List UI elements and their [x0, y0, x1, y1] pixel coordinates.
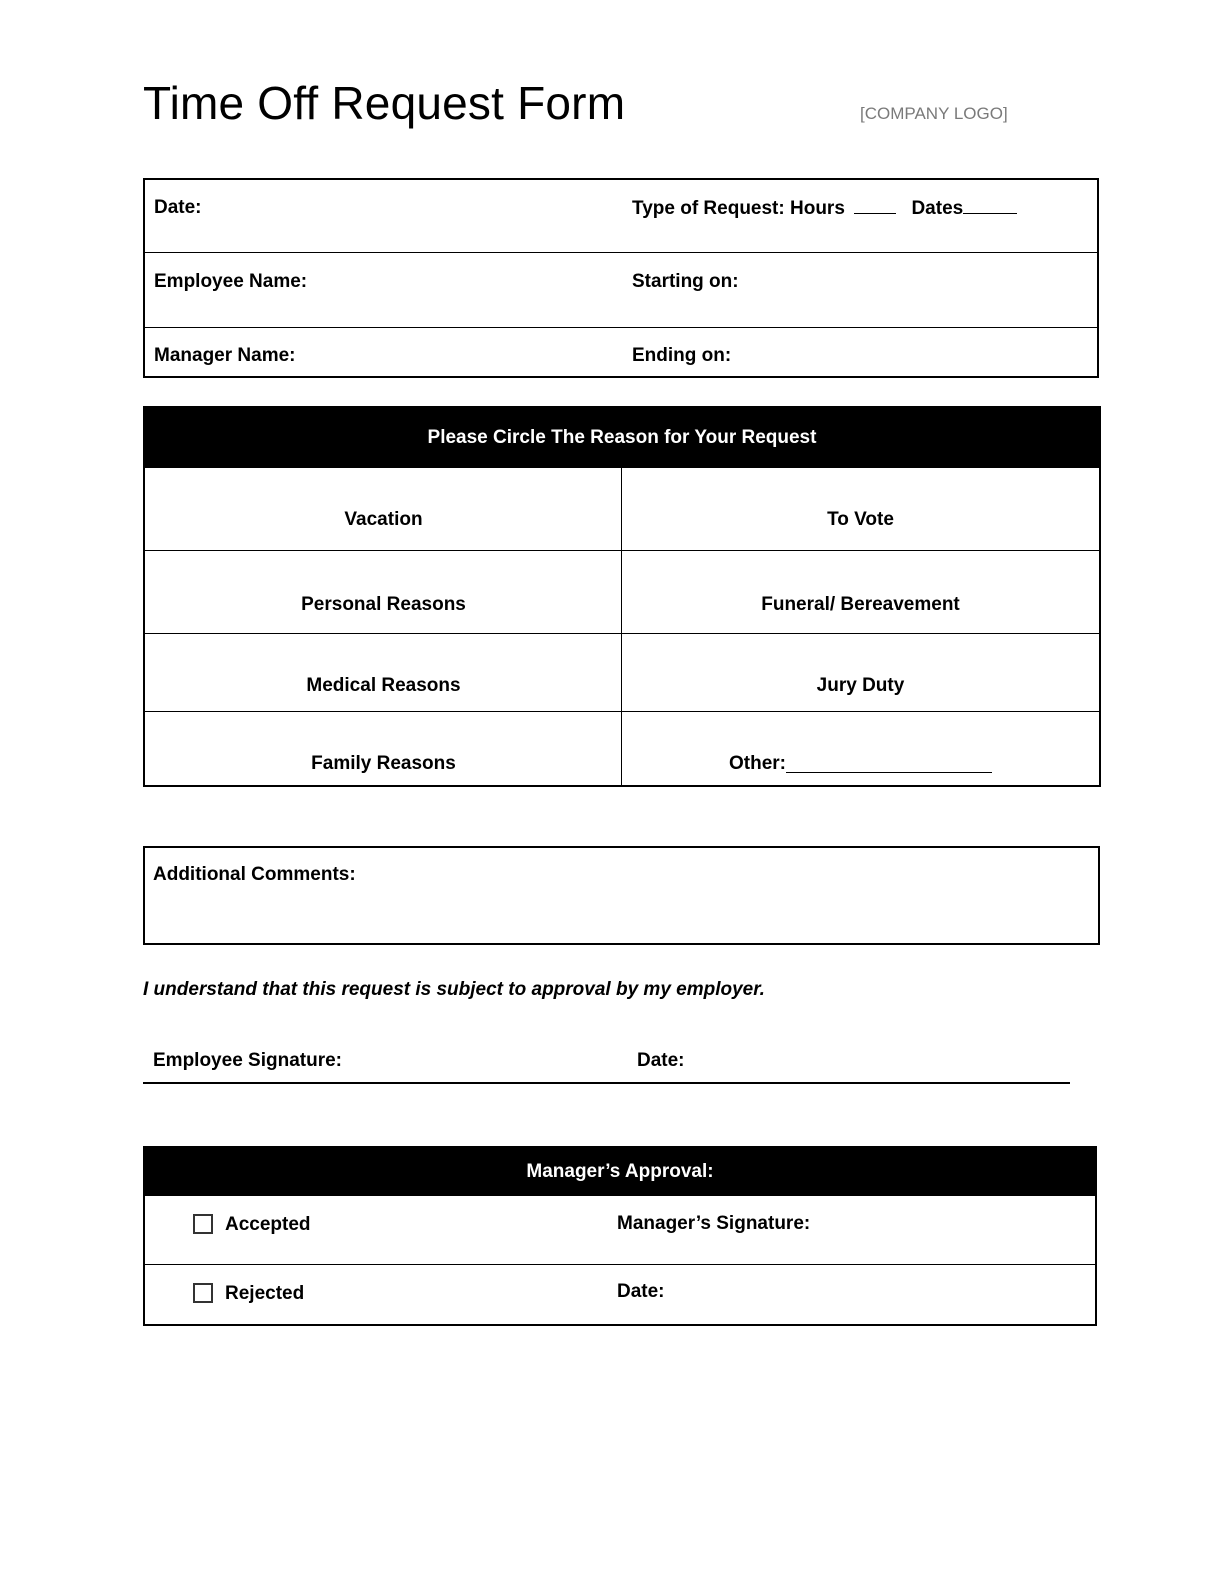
starting-on-label: Starting on: [632, 271, 739, 292]
page-title: Time Off Request Form [143, 77, 626, 129]
reason-vacation[interactable]: Vacation [344, 509, 423, 530]
reason-vote[interactable]: To Vote [827, 509, 894, 530]
accepted-label: Accepted [225, 1214, 311, 1235]
other-reason-blank[interactable] [786, 756, 992, 773]
manager-signature-label: Manager’s Signature: [617, 1213, 811, 1234]
dates-blank[interactable] [963, 197, 1017, 214]
date-label: Date: [154, 197, 202, 218]
manager-name-label: Manager Name: [154, 345, 296, 366]
reason-medical[interactable]: Medical Reasons [306, 675, 461, 696]
type-of-request-label: Type of Request: Hours [632, 198, 845, 219]
reason-personal[interactable]: Personal Reasons [301, 594, 466, 615]
type-of-request-field[interactable] [632, 197, 1017, 220]
manager-approval-header: Manager’s Approval: [145, 1148, 1095, 1196]
ending-on-label: Ending on: [632, 345, 732, 366]
manager-approval-box [143, 1146, 1097, 1326]
employee-date-label: Date: [637, 1050, 685, 1071]
rejected-checkbox[interactable] [193, 1283, 213, 1303]
employee-signature-line[interactable] [143, 1082, 1070, 1084]
comments-label: Additional Comments: [153, 864, 356, 885]
reason-family[interactable]: Family Reasons [311, 753, 456, 774]
employee-signature-label: Employee Signature: [153, 1050, 342, 1071]
reason-jury-duty[interactable]: Jury Duty [816, 675, 905, 696]
comments-box[interactable] [143, 846, 1100, 945]
reason-other[interactable] [622, 734, 1099, 794]
reason-funeral[interactable]: Funeral/ Bereavement [761, 594, 960, 615]
reason-table [143, 406, 1101, 787]
employee-name-label: Employee Name: [154, 271, 308, 292]
company-logo-placeholder: [COMPANY LOGO] [860, 104, 1008, 123]
reason-other-label: Other: [729, 753, 786, 774]
accepted-checkbox[interactable] [193, 1214, 213, 1234]
reason-table-header: Please Circle The Reason for Your Request [145, 408, 1099, 468]
hours-blank[interactable] [854, 197, 896, 214]
dates-label: Dates [911, 198, 964, 219]
row-divider [145, 550, 1099, 551]
divider [145, 327, 1097, 328]
rejected-label: Rejected [225, 1283, 305, 1304]
request-info-box [143, 178, 1099, 378]
divider [145, 1264, 1095, 1265]
divider [145, 252, 1097, 253]
manager-date-label: Date: [617, 1281, 665, 1302]
approval-disclaimer: I understand that this request is subject to approval by my employer. [143, 979, 765, 1000]
